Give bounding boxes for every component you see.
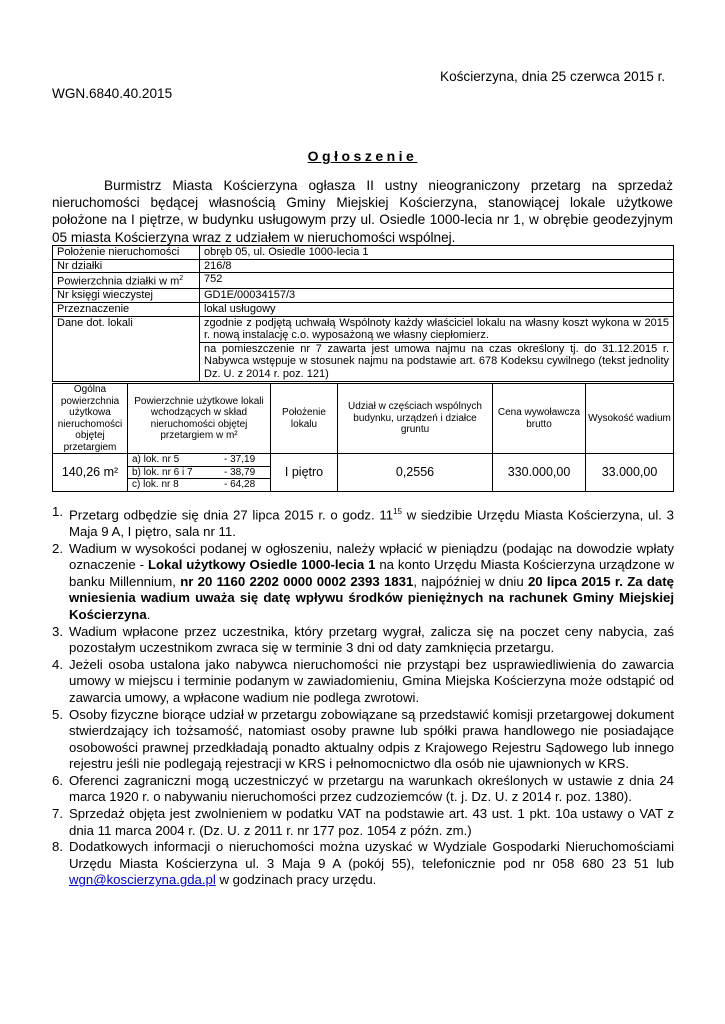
list-item	[52, 707, 674, 773]
email-link[interactable]: wgn@koscierzyna.gda.pl	[69, 872, 216, 888]
item-number: 3.	[52, 623, 63, 639]
table-row	[53, 454, 674, 467]
table-header-row	[53, 384, 674, 454]
table-row	[53, 303, 674, 317]
list-item	[52, 773, 674, 806]
header-share: Udział w częściach wspólnych budynku, urządzeń i działce gruntu	[338, 384, 493, 454]
item-number: 2.	[52, 540, 63, 556]
terms-list	[52, 504, 674, 889]
item-number: 1.	[52, 504, 63, 519]
reference-number: WGN.6840.40.2015	[52, 86, 173, 101]
lot-name: b) lok. nr 6 i 7	[132, 466, 193, 478]
item-text: Osoby fizyczne biorące udział w przetargu zobowiązane są przedstawić komisji przetargowej dokument stwierdzający ich tożsamość, natomiast osoby prawne lub spółki prawa handlowego nie posiadające osobowości prawnej przedkładają ponadto aktualny odpis z Krajowego Rejestru Sądowego lub innego rejestru jeśli nie podlegają rejestracji w KRS i pełnomocnictwo dla osób nie ujawnionych w KRS.	[69, 706, 674, 772]
row-value: zgodnie z podjętą uchwałą Wspólnoty każdy właściciel lokalu na własny koszt wykona w 2015 r. nową instalację c.o. wyposażoną we własny ciepłomierz.	[200, 316, 674, 342]
table-row	[53, 316, 674, 342]
common-share: 0,2556	[338, 454, 493, 492]
item-text: Przetarg odbędzie się dnia 27 lipca 2015 r. o godz. 11	[69, 507, 394, 523]
item-text: .	[146, 606, 151, 622]
row-label: Przeznaczenie	[53, 303, 200, 317]
table-row	[53, 259, 674, 273]
property-table	[52, 245, 674, 382]
item-text: Dodatkowych informacji o nieruchomości można uzyskać w Wydziale Gospodarki Nieruchomościami Urzędu Miasta Kościerzyna ul. 3 Maja 9 A (pokój 55), telefonicznie pod nr 058 680 23 51 lub	[69, 839, 674, 871]
item-text: Sprzedaż objęta jest zwolnieniem w podatku VAT na podstawie art. 43 ust. 1 pkt. 10a ustawy o VAT z dnia 11 marca 2004 r. (Dz. U. z 2011 r. nr 177 poz. 1054 z późn. zm.)	[69, 806, 674, 838]
lot-row	[128, 479, 271, 492]
row-label: Nr działki	[53, 259, 200, 273]
row-value: 752	[200, 273, 674, 289]
time-superscript: 15	[393, 507, 403, 516]
row-label	[53, 273, 200, 289]
place-date: Kościerzyna, dnia 25 czerwca 2015 r.	[440, 69, 666, 84]
item-number: 7.	[52, 806, 63, 822]
item-text: Wadium w wysokości podanej w ogłoszeniu, należy wpłacić w pieniądzu (podając na dowodzie wpłaty oznaczenie -	[69, 540, 674, 573]
row-label: Dane dot. lokali	[53, 316, 200, 381]
list-item	[52, 806, 674, 839]
lot-area: - 37,19	[224, 454, 256, 465]
header-total-area: Ogólna powierzchnia użytkowa nieruchomości objętej przetargiem	[53, 384, 128, 454]
lot-area: - 38,79	[224, 466, 256, 478]
lot-row	[128, 454, 271, 467]
intro-paragraph: Burmistrz Miasta Kościerzyna ogłasza II ustny nieograniczony przetarg na sprzedaż nieruchomości będącej własnością Gminy Miejskiej Kościerzyna, stanowiącej lokale użytkowe położone na I piętrze, w budynku usługowym przy ul. Osiedle 1000-lecia nr 1, w obrębie geodezyjnym 05 miasta Kościerzyna wraz z udziałem w nieruchomości wspólnej.	[52, 178, 673, 245]
row-label: Położenie nieruchomości	[53, 246, 200, 260]
row-label-text: Powierzchnia działki w m	[57, 275, 180, 288]
deadline-note: 20 lipca 2015 r. Za datę wniesienia wadium uważa się datę wpływu środków pieniężnych na rachunek Gminy Miejskiej Kościerzyna	[69, 573, 674, 622]
item-number: 8.	[52, 839, 63, 855]
transfer-title: Lokal użytkowy Osiedle 1000-lecia 1	[147, 557, 376, 573]
lot-name: c) lok. nr 8	[132, 479, 179, 490]
list-item	[52, 504, 674, 541]
lot-area: - 64,28	[224, 479, 256, 490]
row-value: lokal usługowy	[200, 303, 674, 317]
list-item	[52, 541, 674, 624]
item-text: Jeżeli osoba ustalona jako nabywca nieruchomości nie przystąpi bez usprawiedliwienia do zawarcia umowy w miejscu i terminie podanym w zawiadomieniu, Gmina Miejska Kościerzyna może odstąpić od zawarcia umowy, a wpłacone wadium nie podlega zwrotowi.	[69, 656, 674, 705]
lot-name: a) lok. nr 5	[132, 454, 180, 465]
lot-row	[128, 466, 271, 479]
table-row	[53, 289, 674, 303]
lot-location: I piętro	[271, 454, 338, 492]
item-text: , najpóźniej w dniu	[413, 573, 528, 589]
item-text: Oferenci zagraniczni mogą uczestniczyć w przetargu na warunkach określonych w ustawie z dnia 24 marca 1920 r. o nabywaniu nieruchomości przez cudzoziemców (t. j. Dz. U. z 2014 r. poz. 1380).	[69, 772, 674, 805]
price-table	[52, 383, 674, 492]
header-location: Położenie lokalu	[271, 384, 338, 454]
table-row	[53, 246, 674, 260]
header-lot-area: Powierzchnie użytkowe lokali wchodzących w skład nieruchomości objętej przetargiem w m²	[128, 384, 271, 454]
item-text: Wadium wpłacone przez uczestnika, który przetarg wygrał, zalicza się na poczet ceny nabycia, zaś pozostałym uczestnikom zwraca się w terminie 3 dni od daty zamknięcia przetargu.	[69, 623, 674, 656]
item-number: 5.	[52, 706, 63, 722]
list-item	[52, 657, 674, 707]
starting-price: 330.000,00	[493, 454, 586, 492]
item-text: na konto Urzędu Miasta Kościerzyna urządzone w banku Millennium,	[69, 557, 675, 589]
header-price: Cena wywoławcza brutto	[493, 384, 586, 454]
row-value: GD1E/00034157/3	[200, 289, 674, 303]
deposit-amount: 33.000,00	[586, 454, 674, 492]
table-row	[53, 273, 674, 289]
page-title: Ogłoszenie	[307, 148, 418, 164]
row-value: 216/8	[200, 259, 674, 273]
row-value: na pomieszczenie nr 7 zawarta jest umowa najmu na czas określony tj. do 31.12.2015 r. Nabywca wstępuje w stosunek najmu na podstawie art. 678 Kodeksu cywilnego (tekst jednolity Dz. U. z 2014 r. poz. 121)	[200, 342, 674, 381]
row-value: obręb 05, ul. Osiedle 1000-lecia 1	[200, 246, 674, 260]
total-area: 140,26 m²	[53, 454, 128, 492]
item-number: 6.	[52, 772, 63, 788]
list-item	[52, 624, 674, 657]
item-text: w godzinach pracy urzędu.	[215, 872, 377, 888]
header-deposit: Wysokość wadium	[586, 384, 674, 454]
item-number: 4.	[52, 656, 63, 672]
row-label: Nr księgi wieczystej	[53, 289, 200, 303]
list-item	[52, 839, 674, 889]
bank-account: nr 20 1160 2202 0000 0002 2393 1831	[180, 573, 414, 589]
item-text: w siedzibie Urzędu Miasta Kościerzyna, ul. 3 Maja 9 A, I piętro, sala nr 11.	[69, 507, 675, 539]
unit-superscript: 2	[179, 275, 184, 283]
